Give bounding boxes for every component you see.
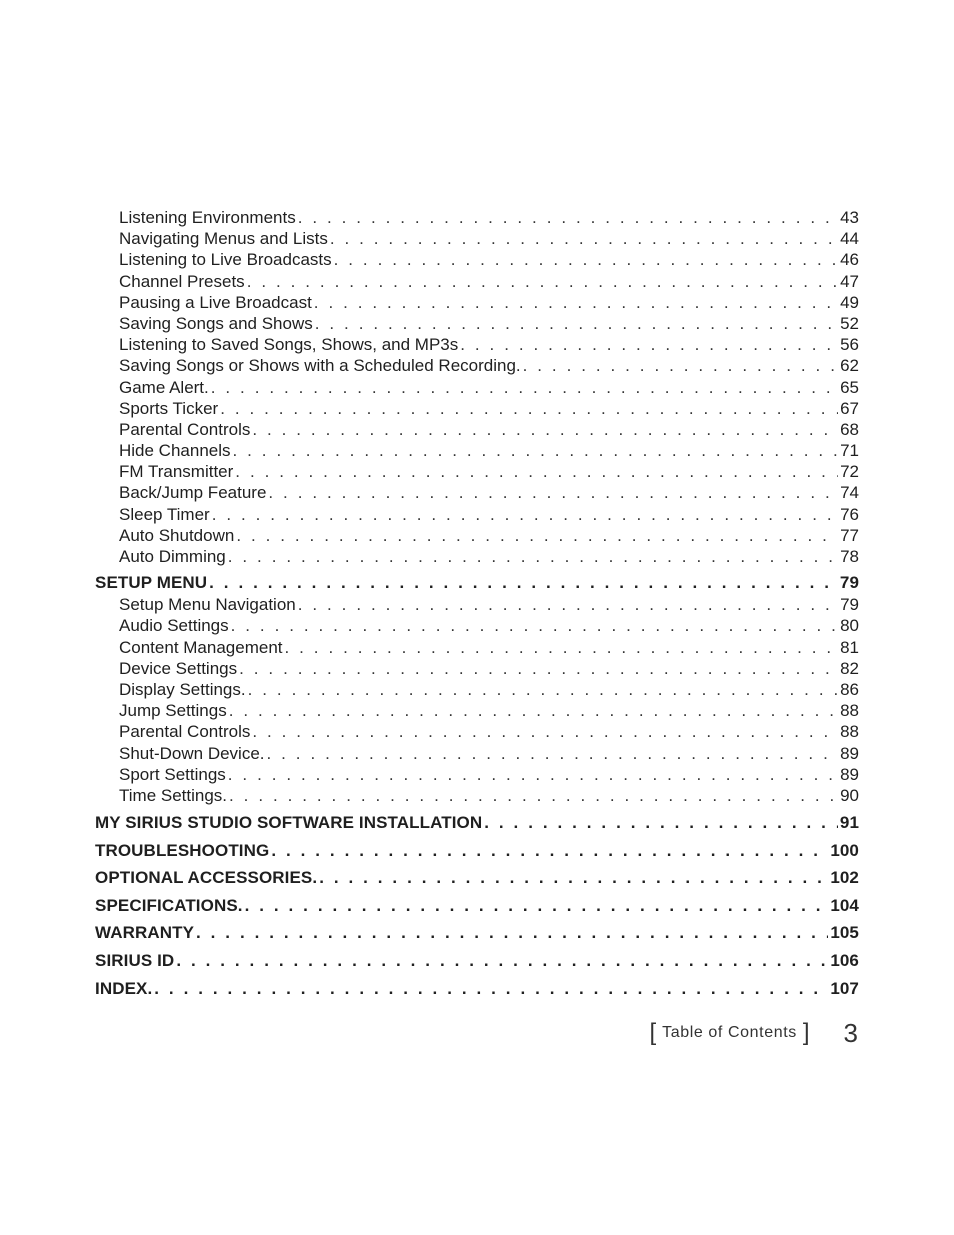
dot-leader [236, 525, 838, 546]
toc-entry-title: Game Alert. [119, 377, 209, 397]
toc-entry-title: Display Settings. [119, 679, 246, 699]
dot-leader [484, 812, 838, 834]
toc-entry[interactable] [95, 228, 859, 249]
toc-entry[interactable] [95, 546, 859, 567]
dot-leader [248, 679, 838, 700]
toc-entry[interactable] [95, 355, 859, 376]
toc-section[interactable] [95, 895, 859, 917]
toc-entry-title: Hide Channels [119, 441, 231, 461]
toc-entry-page: 80 [840, 616, 859, 636]
dot-leader [268, 482, 838, 503]
toc-entry-page: 90 [840, 785, 859, 805]
page-number: 3 [843, 1018, 858, 1048]
toc-entry-page: 78 [840, 547, 859, 566]
toc-entry-title: Back/Jump Feature [119, 483, 267, 503]
toc-entry[interactable] [95, 785, 859, 806]
dot-leader [176, 950, 828, 972]
dot-leader [231, 615, 838, 636]
footer-bracket-open: [ [649, 1019, 657, 1046]
toc-entry-page: 77 [840, 525, 859, 545]
toc-entry[interactable] [95, 440, 859, 461]
toc-section-page: 100 [830, 840, 859, 860]
toc-entry-title: Listening to Live Broadcasts [119, 250, 332, 270]
toc-entry[interactable] [95, 334, 859, 355]
toc-entry-title: Content Management [119, 637, 283, 657]
toc-entry[interactable] [95, 658, 859, 679]
dot-leader [247, 271, 838, 292]
toc-entry[interactable] [95, 249, 859, 270]
footer-section-label: Table of Contents [662, 1024, 797, 1041]
toc-entry-page: 71 [840, 441, 859, 461]
toc-section-setup-menu[interactable] [95, 572, 859, 594]
dot-leader [298, 207, 838, 228]
dot-leader [154, 978, 828, 1000]
toc-entry-page: 74 [840, 483, 859, 503]
dot-leader [271, 840, 828, 862]
dot-leader [228, 764, 838, 785]
toc-entry-title: Saving Songs and Shows [119, 313, 313, 333]
toc-section-page: 107 [830, 978, 859, 998]
toc-section-page: 104 [830, 895, 859, 915]
toc-entry-page: 67 [840, 398, 859, 418]
toc-entry-title: Parental Controls [119, 722, 251, 742]
toc-entry-title: Shut-Down Device. [119, 743, 265, 763]
toc-entry-page: 52 [840, 313, 859, 333]
toc-entry-page: 88 [840, 722, 859, 742]
dot-leader [209, 572, 838, 594]
toc-section-page: 79 [839, 573, 859, 593]
toc-section-page: 91 [839, 813, 859, 833]
dot-leader [229, 785, 838, 806]
toc-entry-page: 65 [840, 377, 859, 397]
dot-leader [252, 721, 838, 742]
toc-entry-page: 76 [840, 504, 859, 524]
toc-entry-title: Audio Settings [119, 616, 229, 636]
toc-entry-page: 62 [840, 356, 859, 376]
toc-section-title: SPECIFICATIONS. [95, 895, 243, 915]
dot-leader [196, 922, 828, 944]
toc-entry-page: 89 [840, 743, 859, 763]
toc-entry-title: Listening Environments [119, 208, 296, 227]
dot-leader [285, 637, 839, 658]
toc-entry-page: 56 [840, 335, 859, 355]
dot-leader [220, 398, 838, 419]
toc-section-page: 102 [830, 868, 859, 888]
toc-entry[interactable] [95, 504, 859, 525]
toc-entry-page: 44 [840, 229, 859, 249]
toc-entry[interactable] [95, 764, 859, 785]
toc-entry[interactable] [95, 313, 859, 334]
toc-section-title: WARRANTY [95, 923, 195, 943]
toc-section-title: INDEX. [95, 978, 153, 998]
toc-entry-title: Setup Menu Navigation [119, 595, 296, 615]
toc-section-title: OPTIONAL ACCESSORIES. [95, 868, 318, 888]
toc-section[interactable] [95, 867, 859, 889]
toc-entry-title: FM Transmitter [119, 462, 234, 482]
dot-leader [245, 895, 829, 917]
toc-entry-title: Time Settings. [119, 785, 228, 805]
toc-entry-title: Sleep Timer [119, 504, 210, 524]
dot-leader [211, 377, 838, 398]
toc-entry-page: 47 [840, 271, 859, 291]
dot-leader [334, 249, 838, 270]
toc-section-title: TROUBLESHOOTING [95, 840, 270, 860]
toc-entry-title: Channel Presets [119, 271, 245, 291]
toc-entry[interactable] [95, 398, 859, 419]
toc-entry-title: Sport Settings [119, 764, 226, 784]
dot-leader [239, 658, 838, 679]
toc-entry-page: 49 [840, 292, 859, 312]
toc-entry[interactable] [95, 525, 859, 546]
toc-entry-page: 81 [840, 637, 859, 657]
toc-entry[interactable] [95, 377, 859, 398]
dot-leader [319, 867, 828, 889]
toc-entry-page: 43 [840, 208, 859, 227]
toc-entry-title: Navigating Menus and Lists [119, 229, 328, 249]
toc-entry-page: 89 [840, 764, 859, 784]
dot-leader [228, 546, 838, 567]
toc-section-page: 105 [830, 923, 859, 943]
toc-section[interactable] [95, 922, 859, 944]
toc-entry-page: 88 [840, 701, 859, 721]
toc-entry-title: Saving Songs or Shows with a Scheduled Recording. [119, 356, 521, 376]
dot-leader [523, 355, 838, 376]
dot-leader [315, 313, 838, 334]
dot-leader [233, 440, 839, 461]
toc-section[interactable] [95, 840, 859, 862]
toc-section-page: 106 [830, 951, 859, 971]
toc-entry[interactable] [95, 615, 859, 636]
toc-section-title: SIRIUS ID [95, 951, 175, 971]
dot-leader [267, 743, 839, 764]
toc-entry-title: Auto Shutdown [119, 525, 235, 545]
toc-entry[interactable] [95, 482, 859, 503]
table-of-contents [95, 207, 859, 1000]
page-footer [649, 1018, 858, 1048]
dot-leader [252, 419, 838, 440]
toc-entry[interactable] [95, 271, 859, 292]
toc-entry[interactable] [95, 207, 859, 228]
toc-entry-page: 72 [840, 462, 859, 482]
dot-leader [235, 461, 838, 482]
toc-section-title: MY SIRIUS STUDIO SOFTWARE INSTALLATION [95, 813, 483, 833]
dot-leader [330, 228, 838, 249]
toc-entry[interactable] [95, 743, 859, 764]
toc-entry-title: Auto Dimming [119, 547, 226, 566]
toc-entry[interactable] [95, 721, 859, 742]
dot-leader [229, 700, 838, 721]
toc-entry[interactable] [95, 700, 859, 721]
toc-entry[interactable] [95, 594, 859, 615]
dot-leader [298, 594, 838, 615]
toc-entry-title: Parental Controls [119, 419, 251, 439]
toc-entry[interactable] [95, 637, 859, 658]
toc-section[interactable] [95, 950, 859, 972]
toc-section-title: SETUP MENU [95, 573, 208, 593]
toc-entry-title: Sports Ticker [119, 398, 219, 418]
dot-leader [212, 504, 838, 525]
toc-entry[interactable] [95, 679, 859, 700]
toc-entry-title: Jump Settings [119, 701, 227, 721]
toc-entry-page: 68 [840, 419, 859, 439]
toc-entry-page: 46 [840, 250, 859, 270]
toc-entry-title: Listening to Saved Songs, Shows, and MP3s [119, 335, 459, 355]
toc-entry-page: 86 [840, 679, 859, 699]
toc-entry-title: Device Settings [119, 658, 238, 678]
toc-entry-title: Pausing a Live Broadcast [119, 292, 312, 312]
dot-leader [314, 292, 838, 313]
toc-entry[interactable] [95, 461, 859, 482]
dot-leader [460, 334, 838, 355]
toc-entry-page: 79 [840, 595, 859, 615]
footer-bracket-close: ] [802, 1019, 810, 1046]
toc-entry[interactable] [95, 419, 859, 440]
toc-section[interactable] [95, 978, 859, 1000]
toc-section[interactable] [95, 812, 859, 834]
toc-entry-page: 82 [840, 658, 859, 678]
toc-entry[interactable] [95, 292, 859, 313]
